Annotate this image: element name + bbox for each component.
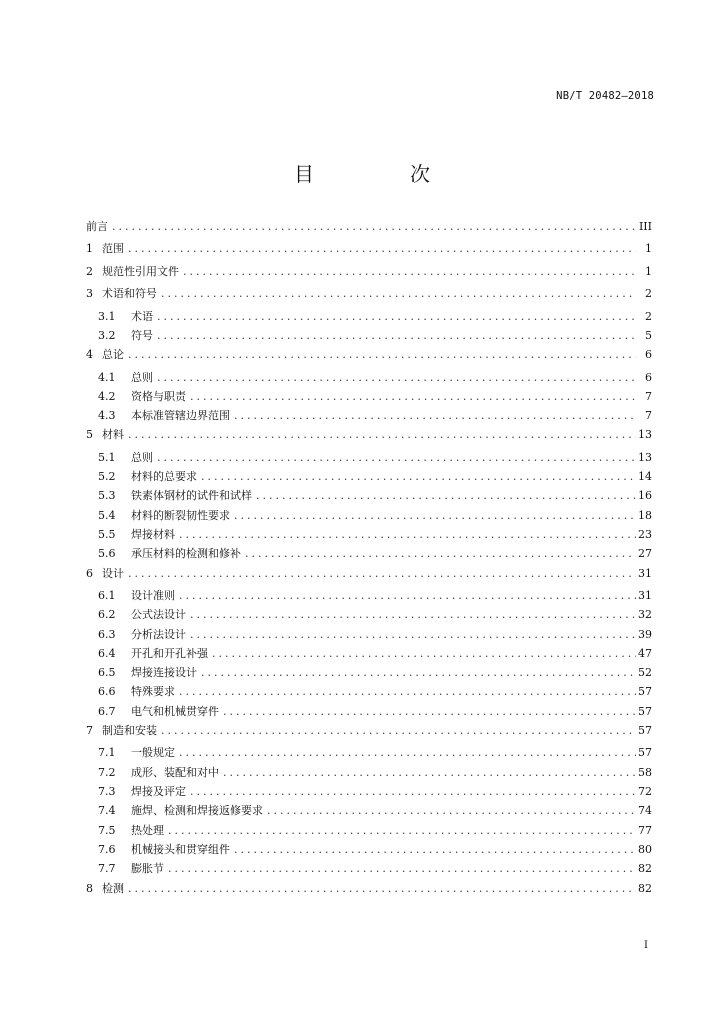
toc-entry-number: 5: [86, 428, 93, 442]
toc-entry-page: 1: [645, 264, 652, 278]
toc-entry-number: 6.7: [98, 704, 116, 718]
toc-entry-label: 特殊要求: [131, 685, 175, 699]
toc-entry-page: 16: [638, 489, 652, 503]
toc-entry-page: 32: [638, 608, 652, 622]
toc-entry-page: 57: [638, 746, 652, 760]
toc-entry-page: 7: [645, 389, 652, 403]
toc-entry[interactable]: [86, 326, 652, 345]
toc-entry-label: 开孔和开孔补强: [131, 646, 208, 660]
toc-entry-page: 2: [645, 309, 652, 323]
toc-entry-number: 7.2: [98, 765, 116, 779]
toc-entry[interactable]: [86, 564, 652, 586]
toc-entry[interactable]: [86, 345, 652, 367]
toc-entry-label: 焊接连接设计: [131, 666, 197, 680]
toc-entry-page: 74: [638, 804, 652, 818]
toc-entry-number: 7.1: [98, 746, 116, 760]
toc-entry-page: 6: [645, 370, 652, 384]
toc-entry-label: 热处理: [131, 823, 164, 837]
toc-leader-dots: [179, 586, 636, 606]
toc-entry-number: 6.2: [98, 608, 116, 622]
toc-entry-page: 58: [638, 765, 652, 779]
toc-entry[interactable]: [86, 840, 652, 859]
toc-leader-dots: [234, 840, 636, 860]
toc-leader-dots: [234, 406, 636, 426]
toc-entry-number: 8: [86, 881, 93, 895]
toc-entry-label: 设计: [102, 566, 124, 580]
standard-code: NB/T 20482—2018: [556, 90, 654, 102]
toc-entry[interactable]: [86, 544, 652, 563]
toc-entry-number: 4.1: [98, 370, 116, 384]
toc-entry[interactable]: [86, 406, 652, 425]
toc-entry[interactable]: [86, 682, 652, 701]
toc-leader-dots: [223, 702, 636, 722]
toc-entry-number: 5.1: [98, 450, 116, 464]
toc-leader-dots: [179, 525, 636, 545]
toc-leader-dots: [157, 448, 636, 468]
toc-entry-label: 术语: [131, 309, 153, 323]
toc-entry-page: 77: [638, 823, 652, 837]
toc-entry[interactable]: [86, 239, 652, 261]
toc-entry-number: 5.5: [98, 528, 116, 542]
toc-leader-dots: [168, 859, 636, 879]
toc-leader-dots: [190, 605, 636, 625]
toc-entry[interactable]: [86, 721, 652, 743]
toc-entry-label: 术语和符号: [102, 287, 157, 301]
toc-leader-dots: [190, 625, 636, 645]
toc-entry-page: 80: [638, 842, 652, 856]
toc-entry[interactable]: [86, 486, 652, 505]
toc-entry-label: 设计准则: [131, 589, 175, 602]
toc-entry-label: 材料的总要求: [131, 470, 197, 484]
toc-entry-number: 3.1: [98, 309, 116, 323]
toc-entry-page: 31: [638, 566, 652, 580]
toc-leader-dots: [161, 284, 636, 304]
toc-entry-label: 机械接头和贯穿组件: [131, 842, 230, 856]
toc-leader-dots: [201, 467, 636, 487]
toc-leader-dots: [128, 425, 636, 445]
toc-leader-dots: [128, 345, 636, 365]
toc-entry-number: 5.4: [98, 508, 116, 522]
toc-entry-label: 公式法设计: [131, 608, 186, 622]
toc-entry-page: 82: [638, 881, 652, 895]
toc-entry[interactable]: [86, 859, 652, 878]
toc-entry-label: 总则: [131, 450, 153, 464]
toc-entry[interactable]: [86, 763, 652, 782]
toc-entry-page: 47: [638, 646, 652, 660]
toc-entry-number: 6.3: [98, 627, 116, 641]
toc-entry[interactable]: [86, 586, 652, 605]
toc-entry[interactable]: [86, 425, 652, 447]
toc-entry[interactable]: [86, 821, 652, 840]
toc-entry-label: 一般规定: [131, 746, 175, 760]
toc-leader-dots: [168, 821, 636, 841]
toc-entry-page: 5: [645, 328, 652, 342]
toc-entry[interactable]: [86, 702, 652, 721]
toc-entry-page: 23: [638, 528, 652, 542]
toc-entry[interactable]: [86, 307, 652, 326]
toc-entry-number: 7.7: [98, 862, 116, 876]
toc-leader-dots: [157, 307, 636, 327]
toc-entry[interactable]: [86, 782, 652, 801]
toc-entry-number: 6: [86, 566, 93, 580]
toc-entry-label: 符号: [131, 328, 153, 342]
toc-leader-dots: [201, 663, 636, 683]
toc-entry-label: 分析法设计: [131, 627, 186, 641]
toc-entry-label: 材料: [102, 428, 124, 442]
toc-entry[interactable]: [86, 605, 652, 624]
toc-leader-dots: [183, 262, 636, 282]
toc-entry[interactable]: [86, 663, 652, 682]
toc-leader-dots: [179, 743, 636, 763]
toc-entry-page: 57: [638, 704, 652, 718]
toc-leader-dots: [234, 506, 636, 526]
toc-entry-page: 14: [638, 470, 652, 484]
toc-entry-label: 铁素体钢材的试件和试样: [131, 489, 252, 503]
toc-entry-label: 范围: [102, 242, 124, 256]
toc-entry-number: 7.6: [98, 842, 116, 856]
toc-entry-number: 6.6: [98, 685, 116, 699]
toc-entry-label: 承压材料的检测和修补: [131, 547, 241, 561]
toc-entry[interactable]: [86, 217, 652, 239]
toc-entry-page: 18: [638, 508, 652, 522]
toc-entry-page: 1: [645, 242, 652, 256]
toc-entry[interactable]: [86, 467, 652, 486]
toc-entry-number: 5.3: [98, 489, 116, 503]
toc-entry-page: 57: [638, 685, 652, 699]
toc-entry-number: 7.5: [98, 823, 116, 837]
toc-entry-number: 7.4: [98, 804, 116, 818]
toc-entry-page: 52: [638, 666, 652, 680]
toc-entry-label: 膨胀节: [131, 862, 164, 876]
toc-leader-dots: [112, 217, 636, 237]
table-of-contents: [86, 217, 652, 901]
toc-entry-page: III: [638, 220, 652, 233]
toc-leader-dots: [267, 801, 636, 821]
toc-entry[interactable]: [86, 387, 652, 406]
toc-entry[interactable]: [86, 625, 652, 644]
toc-entry-label: 总则: [131, 370, 153, 384]
toc-entry[interactable]: [86, 284, 652, 306]
toc-entry-page: 57: [638, 724, 652, 738]
toc-entry[interactable]: [86, 743, 652, 762]
toc-entry-page: 82: [638, 862, 652, 876]
toc-leader-dots: [128, 564, 636, 584]
toc-entry-page: 13: [638, 450, 652, 464]
toc-entry-page: 6: [645, 348, 652, 362]
toc-leader-dots: [190, 782, 636, 802]
toc-entry-label: 材料的断裂韧性要求: [131, 508, 230, 522]
toc-leader-dots: [128, 879, 636, 899]
toc-entry[interactable]: [86, 644, 652, 663]
toc-entry[interactable]: [86, 525, 652, 544]
toc-entry-label: 资格与职责: [131, 389, 186, 403]
toc-leader-dots: [190, 387, 636, 407]
toc-entry-label: 焊接及评定: [131, 785, 186, 799]
toc-entry[interactable]: [86, 506, 652, 525]
toc-leader-dots: [157, 326, 636, 346]
toc-entry-label: 焊接材料: [131, 528, 175, 542]
page-title: 目 次: [294, 162, 468, 186]
page-number: I: [644, 940, 648, 951]
toc-entry-page: 27: [638, 547, 652, 561]
toc-entry-label: 本标准管辖边界范围: [131, 409, 230, 423]
toc-entry-label: 电气和机械贯穿件: [131, 704, 219, 718]
toc-entry-number: 3.2: [98, 328, 116, 342]
toc-entry-number: 6.5: [98, 666, 116, 680]
toc-entry-number: 5.2: [98, 470, 116, 484]
toc-entry-number: 4.2: [98, 389, 116, 403]
toc-entry[interactable]: [86, 368, 652, 387]
toc-leader-dots: [256, 486, 636, 506]
toc-leader-dots: [223, 763, 636, 783]
toc-entry-number: 3: [86, 287, 93, 301]
toc-leader-dots: [128, 239, 636, 259]
toc-entry-label: 成形、装配和对中: [131, 765, 219, 779]
toc-entry-label: 规范性引用文件: [102, 264, 179, 278]
toc-entry-label: 施焊、检测和焊接返修要求: [131, 804, 263, 818]
toc-entry[interactable]: [86, 448, 652, 467]
toc-leader-dots: [157, 368, 636, 388]
toc-entry-number: 4: [86, 348, 93, 362]
toc-entry-page: 39: [638, 627, 652, 641]
toc-entry-number: 7.3: [98, 785, 116, 799]
toc-entry-page: 31: [638, 589, 652, 602]
toc-entry-number: 4.3: [98, 409, 116, 423]
toc-leader-dots: [161, 721, 636, 741]
toc-entry-number: 1: [86, 242, 93, 256]
toc-entry-number: 6.4: [98, 646, 116, 660]
toc-entry-page: 72: [638, 785, 652, 799]
toc-entry-number: 5.6: [98, 547, 116, 561]
toc-entry-label: 总论: [102, 348, 124, 362]
toc-entry-label: 前言: [86, 220, 108, 233]
toc-entry[interactable]: [86, 879, 652, 901]
toc-leader-dots: [245, 544, 636, 564]
toc-entry-number: 2: [86, 264, 93, 278]
toc-entry-page: 13: [638, 428, 652, 442]
toc-leader-dots: [212, 644, 636, 664]
toc-entry-page: 2: [645, 287, 652, 301]
toc-entry-label: 制造和安装: [102, 724, 157, 738]
toc-entry[interactable]: [86, 262, 652, 284]
toc-leader-dots: [179, 682, 636, 702]
toc-entry-page: 7: [645, 409, 652, 423]
toc-entry-number: 7: [86, 724, 93, 738]
toc-entry[interactable]: [86, 801, 652, 820]
toc-entry-label: 检测: [102, 881, 124, 895]
toc-entry-number: 6.1: [98, 589, 116, 602]
